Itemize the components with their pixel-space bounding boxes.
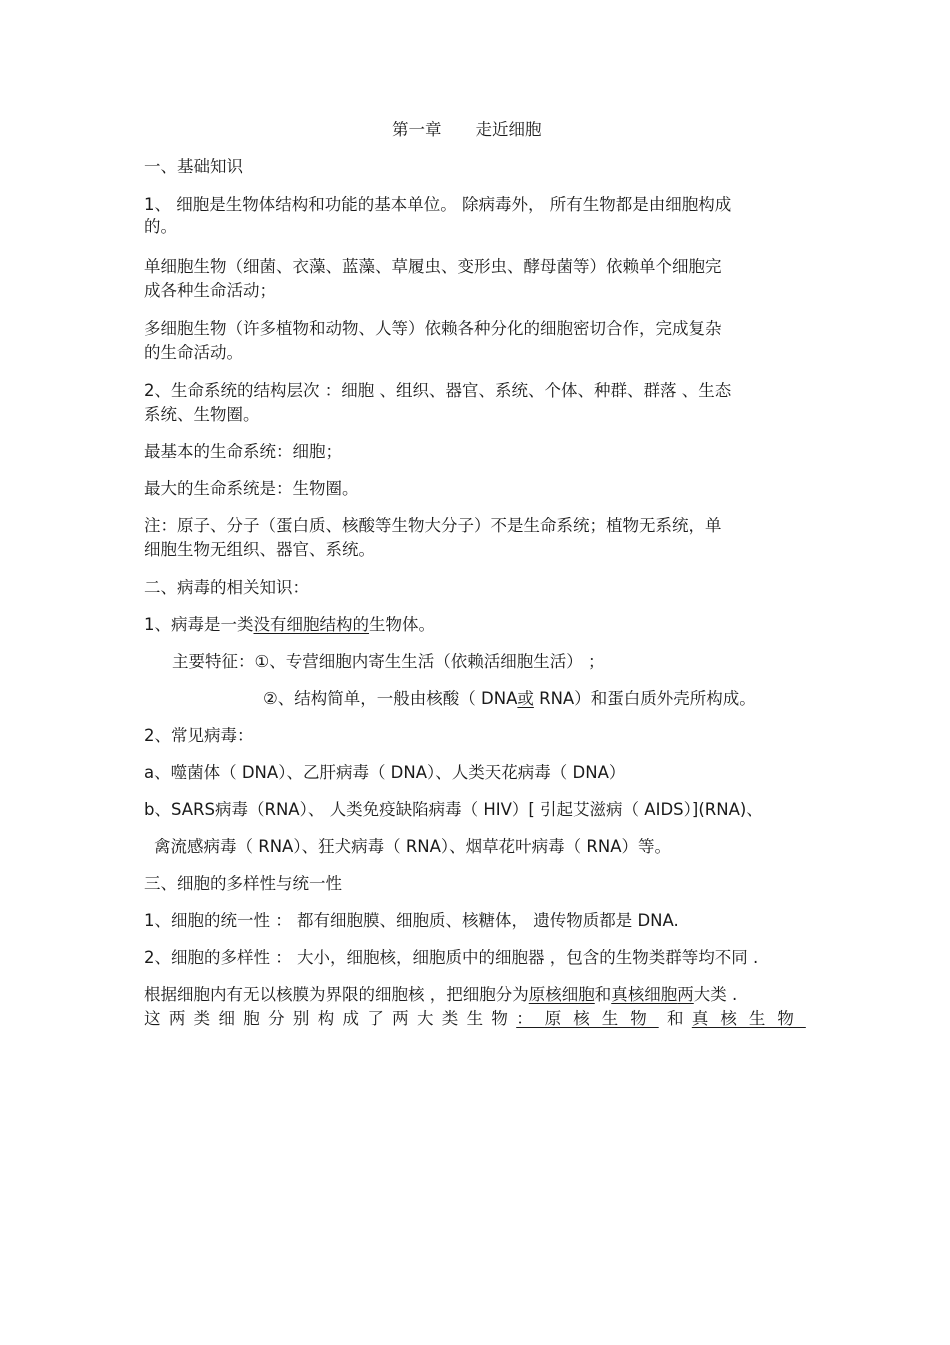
text-run: 根据细胞内有无以核膜为界限的细胞核 ，把细胞分为	[144, 985, 529, 1004]
paragraph: 禽流感病毒（ RNA）、狂犬病毒（ RNA）、烟草花叶病毒（ RNA）等。	[154, 837, 672, 856]
char: 这	[144, 1009, 161, 1028]
char: 生	[466, 1009, 484, 1028]
justified-paragraph	[144, 1008, 806, 1030]
char: 两	[168, 1009, 186, 1028]
paragraph: 2、细胞的多样性 ： 大小，细胞核，细胞质中的细胞器 ，包含的生物类群等均不同 .	[144, 948, 759, 967]
paragraph	[263, 688, 756, 710]
text-run: 和	[594, 985, 612, 1004]
paragraph: 成各种生命活动；	[144, 281, 276, 300]
text-run: 大类 .	[693, 985, 738, 1004]
char: 细	[218, 1009, 235, 1028]
paragraph: 细胞生物无组织、器官、系统。	[144, 540, 375, 559]
chapter-title	[392, 119, 542, 141]
underlined-text: 原核细胞	[528, 985, 595, 1004]
paragraph: 系统、生物圈。	[144, 405, 260, 424]
char: 成	[342, 1009, 359, 1028]
underlined-text: 没有细胞结构的	[253, 615, 369, 634]
char: 别	[292, 1009, 310, 1028]
text-run: 1、病毒是一类	[144, 615, 254, 634]
char: 物	[491, 1009, 508, 1028]
text-run: 生物体。	[369, 615, 435, 634]
paragraph: 主要特征：①、专营细胞内寄生生活（依赖活细胞生活） ；	[172, 652, 605, 671]
paragraph: 1、细胞的统一性 ： 都有细胞膜、细胞质、核糖体， 遗传物质都是 DNA.	[144, 911, 679, 930]
char: 类	[193, 1009, 211, 1028]
section-heading: 二、病毒的相关知识：	[144, 578, 309, 597]
underlined-text: 真核细胞	[611, 985, 678, 1004]
paragraph: 的。	[144, 217, 177, 236]
char: 分	[268, 1009, 285, 1028]
underlined-text: 或	[517, 689, 534, 708]
char: 了	[367, 1009, 384, 1028]
underlined-text: 真核生物	[691, 1009, 806, 1028]
paragraph: 1、 细胞是生物体结构和功能的基本单位。 除病毒外， 所有生物都是由细胞构成	[144, 195, 732, 214]
paragraph: b、SARS病毒（RNA）、 人类免疫缺陷病毒（ HIV）[ 引起艾滋病（ AIDS）](RNA)、	[144, 800, 763, 819]
paragraph: 2、常见病毒：	[144, 726, 254, 745]
char: 和	[667, 1009, 684, 1028]
paragraph: 单细胞生物（细菌、衣藻、蓝藻、草履虫、变形虫、酵母菌等）依赖单个细胞完	[144, 257, 722, 276]
paragraph: 最基本的生命系统：细胞；	[144, 442, 342, 461]
text-run: RNA）和蛋白质外壳所构成。	[533, 689, 756, 708]
paragraph: 注：原子、分子（蛋白质、核酸等生物大分子）不是生命系统；植物无系统，单	[144, 516, 722, 535]
chapter-name: 走近细胞	[475, 120, 542, 139]
paragraph	[144, 984, 737, 1006]
char: 胞	[243, 1009, 260, 1028]
char: 构	[317, 1009, 335, 1028]
char: 两	[392, 1009, 409, 1028]
underlined-text: 两	[677, 985, 694, 1004]
section-heading: 一、基础知识	[144, 157, 243, 176]
paragraph	[144, 614, 435, 636]
paragraph: 最大的生命系统是：生物圈。	[144, 479, 359, 498]
section-heading: 三、细胞的多样性与统一性	[144, 874, 342, 893]
paragraph: a、噬菌体（ DNA）、乙肝病毒（ DNA）、人类天花病毒（ DNA）	[144, 763, 626, 782]
paragraph: 的生命活动。	[144, 343, 243, 362]
text-run: ②、结构简单，一般由核酸（ DNA	[263, 689, 518, 708]
char: 大	[416, 1009, 434, 1028]
chapter-number: 第一章	[392, 120, 442, 139]
char: 类	[441, 1009, 459, 1028]
paragraph: 多细胞生物（许多植物和动物、人等）依赖各种分化的细胞密切合作，完成复杂	[144, 319, 722, 338]
underlined-text: ：原核生物	[516, 1009, 659, 1028]
paragraph: 2、生命系统的结构层次 ：细胞 、组织、器官、系统、个体、种群、群落 、生态	[144, 381, 732, 400]
